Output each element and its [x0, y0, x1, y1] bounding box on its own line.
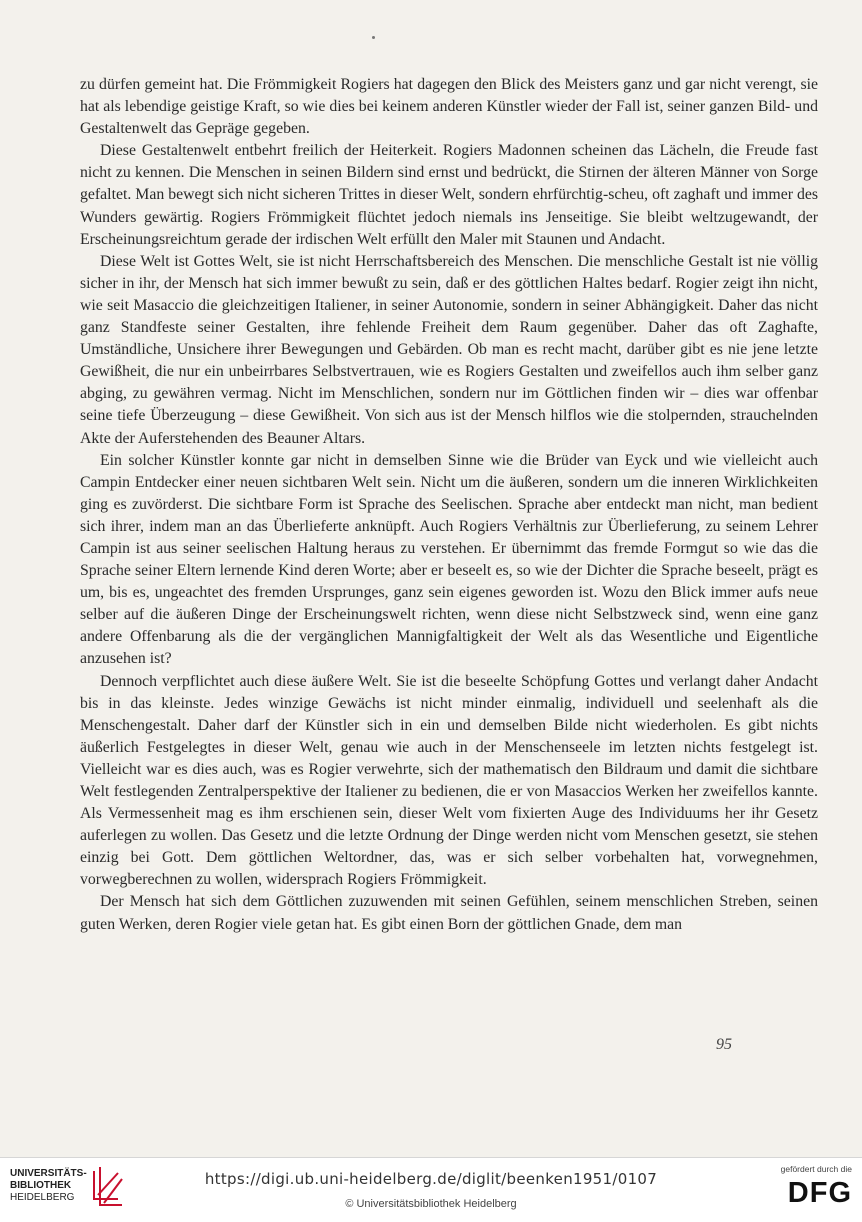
paragraph: Ein solcher Künstler konnte gar nicht in demselben Sinne wie die Brüder van Eyck und wie vielleicht auch Campin Entdecker einer neuen sichtbaren Welt sein. Nicht um die äußeren, sondern um die inneren Wirklichkeiten ging es zuvörderst. Die sichtbare Form ist Sprache des Seelischen. Sprache aber entdeckt man nicht, man bedient sich ihrer, indem man an das Überlieferte anknüpft. Auch Rogiers Verhältnis zur Überlieferung, zu seinem Lehrer Campin ist aus seiner seelischen Haltung heraus zu verstehen. Er übernimmt das fremde Formgut so wie das die Sprache seiner Eltern lernende Kind deren Worte; aber er beseelt es, so wie der Dichter die Sprache beseelt, prägt es um, bis es, ungeachtet des fremden Ursprunges, ganz sein eigenes geworden ist. Wozu den Blick immer aufs neue selber auf die äußeren Dinge der Erscheinungswelt richten, wenn diese nicht Selbstzweck sind, wenn eine ganz andere Offenbarung als die der vergänglichen Mannigfaltigkeit der Welt als das Wesentliche und Eigentliche anzusehen ist? — [80, 451, 818, 668]
body-text — [80, 74, 818, 936]
library-line-2: BIBLIOTHEK — [10, 1180, 72, 1191]
paragraph: zu dürfen gemeint hat. Die Frömmigkeit Rogiers hat dagegen den Blick des Meisters ganz und gar nicht verengt, sie hat als lebendige geistige Kraft, so wie dies bei keinem anderen Künstler wieder der Fall ist, seiner ganzen Bild- und Gestaltenwelt das Gepräge gegeben. — [80, 76, 818, 138]
paragraph: Der Mensch hat sich dem Göttlichen zuzuwenden mit seinen Gefühlen, seinem menschlichen Streben, seinen guten Werken, deren Rogier viele getan hat. Es gibt einen Born der göttlichen Gnade, dem man — [80, 893, 818, 933]
dfg-funding-logo[interactable] — [756, 1164, 852, 1216]
paragraph: Diese Welt ist Gottes Welt, sie ist nicht Herrschaftsbereich des Menschen. Die menschliche Gestalt ist nie völlig sicher in ihr, der Mensch hat sich immer bewußt zu sein, daß er des göttlichen Haltes bedarf. Rogier zeigt ihn nicht, wie seit Masaccio die gleichzeitigen Italiener, in seiner Autonomie, sondern in seiner Abhängigkeit. Daher das nicht ganz Standfeste seiner Gestalten, ihre fehlende Freiheit dem Raum gegenüber. Daher das oft Zaghafte, Umständliche, Unsichere ihrer Bewegungen und Gebärden. Ob man es recht macht, darüber gibt es nie jene letzte Gewißheit, die nur ein unbeirrbares Selbstvertrauen, wie es Rogiers Gestalten und zweifellos auch ihm selber ganz abging, zu gewähren vermag. Nicht im Menschlichen, sondern nur im Göttlichen finden wir – dies war offenbar seine tiefe Überzeugung – diese Gewißheit. Von sich aus ist der Mensch hilflos wie die stolpernden, strauchelnden Akte der Auferstehenden des Beauner Altars. — [80, 252, 818, 447]
document-url-link[interactable]: https://digi.ub.uni-heidelberg.de/diglit/beenken1951/0107 — [204, 1170, 658, 1188]
page-number: 95 — [716, 1036, 732, 1053]
footer-bar — [0, 1157, 862, 1222]
library-line-1: UNIVERSITÄTS- — [10, 1168, 87, 1179]
scan-dot — [372, 36, 375, 39]
dfg-logo-text: DFG — [787, 1177, 852, 1209]
library-line-3: HEIDELBERG — [10, 1192, 75, 1203]
paragraph: Dennoch verpflichtet auch diese äußere Welt. Sie ist die beseelte Schöpfung Gottes und verlangt daher Andacht bis in das kleinste. Jedes winzige Gewächs ist nicht minder einmalig, individuell und seelenhaft als die Menschengestalt. Daher darf der Künstler sich in ein und demselben Bilde nicht wiederholen. Es gibt nichts äußerlich Festgelegtes in dieser Welt, genau wie auch in der Menschenseele im letzten nichts festgelegt ist. Vielleicht war es dies auch, was es Rogier verwehrte, sich der mathematisch den Bildraum und damit die sichtbare Welt festlegenden Zentralperspektive der Italiener zu bedienen, die er von Masaccios Werken her zweifellos kannte. Als Vermessenheit mag es ihm erschienen sein, dieser Welt vom fixierten Auge des Individuums her ihr Gesetz auferlegen zu wollen. Das Gesetz und die letzte Ordnung der Dinge werden nicht vom Menschen gesetzt, sie stehen einzig bei Gott. Dem göttlichen Weltordner, das, was er sich selber vorbehalten hat, vorwegnehmen, vorwegberechnen zu wollen, widersprach Rogiers Frömmigkeit. — [80, 672, 818, 889]
funding-label: gefördert durch die — [780, 1164, 852, 1174]
paragraph: Diese Gestaltenwelt entbehrt freilich der Heiterkeit. Rogiers Madonnen scheinen das Lächeln, die Freude fast nicht zu kennen. Die Menschen in seinen Bildern sind ernst und bedrückt, die Stirnen der älteren Männer von Sorge gefaltet. Man bewegt sich nicht sicheren Trittes in dieser Welt, sondern ehrfürchtig-scheu, oft zaghaft und immer des Wunders gewärtig. Rogiers Frömmigkeit flüchtet jedoch niemals ins Jenseitige. Sie bleibt weltzugewandt, der Erscheinungsreichtum gerade der irdischen Welt erfüllt den Maler mit Staunen und Andacht. — [80, 142, 818, 248]
copyright-notice: © Universitätsbibliothek Heidelberg — [345, 1198, 517, 1210]
